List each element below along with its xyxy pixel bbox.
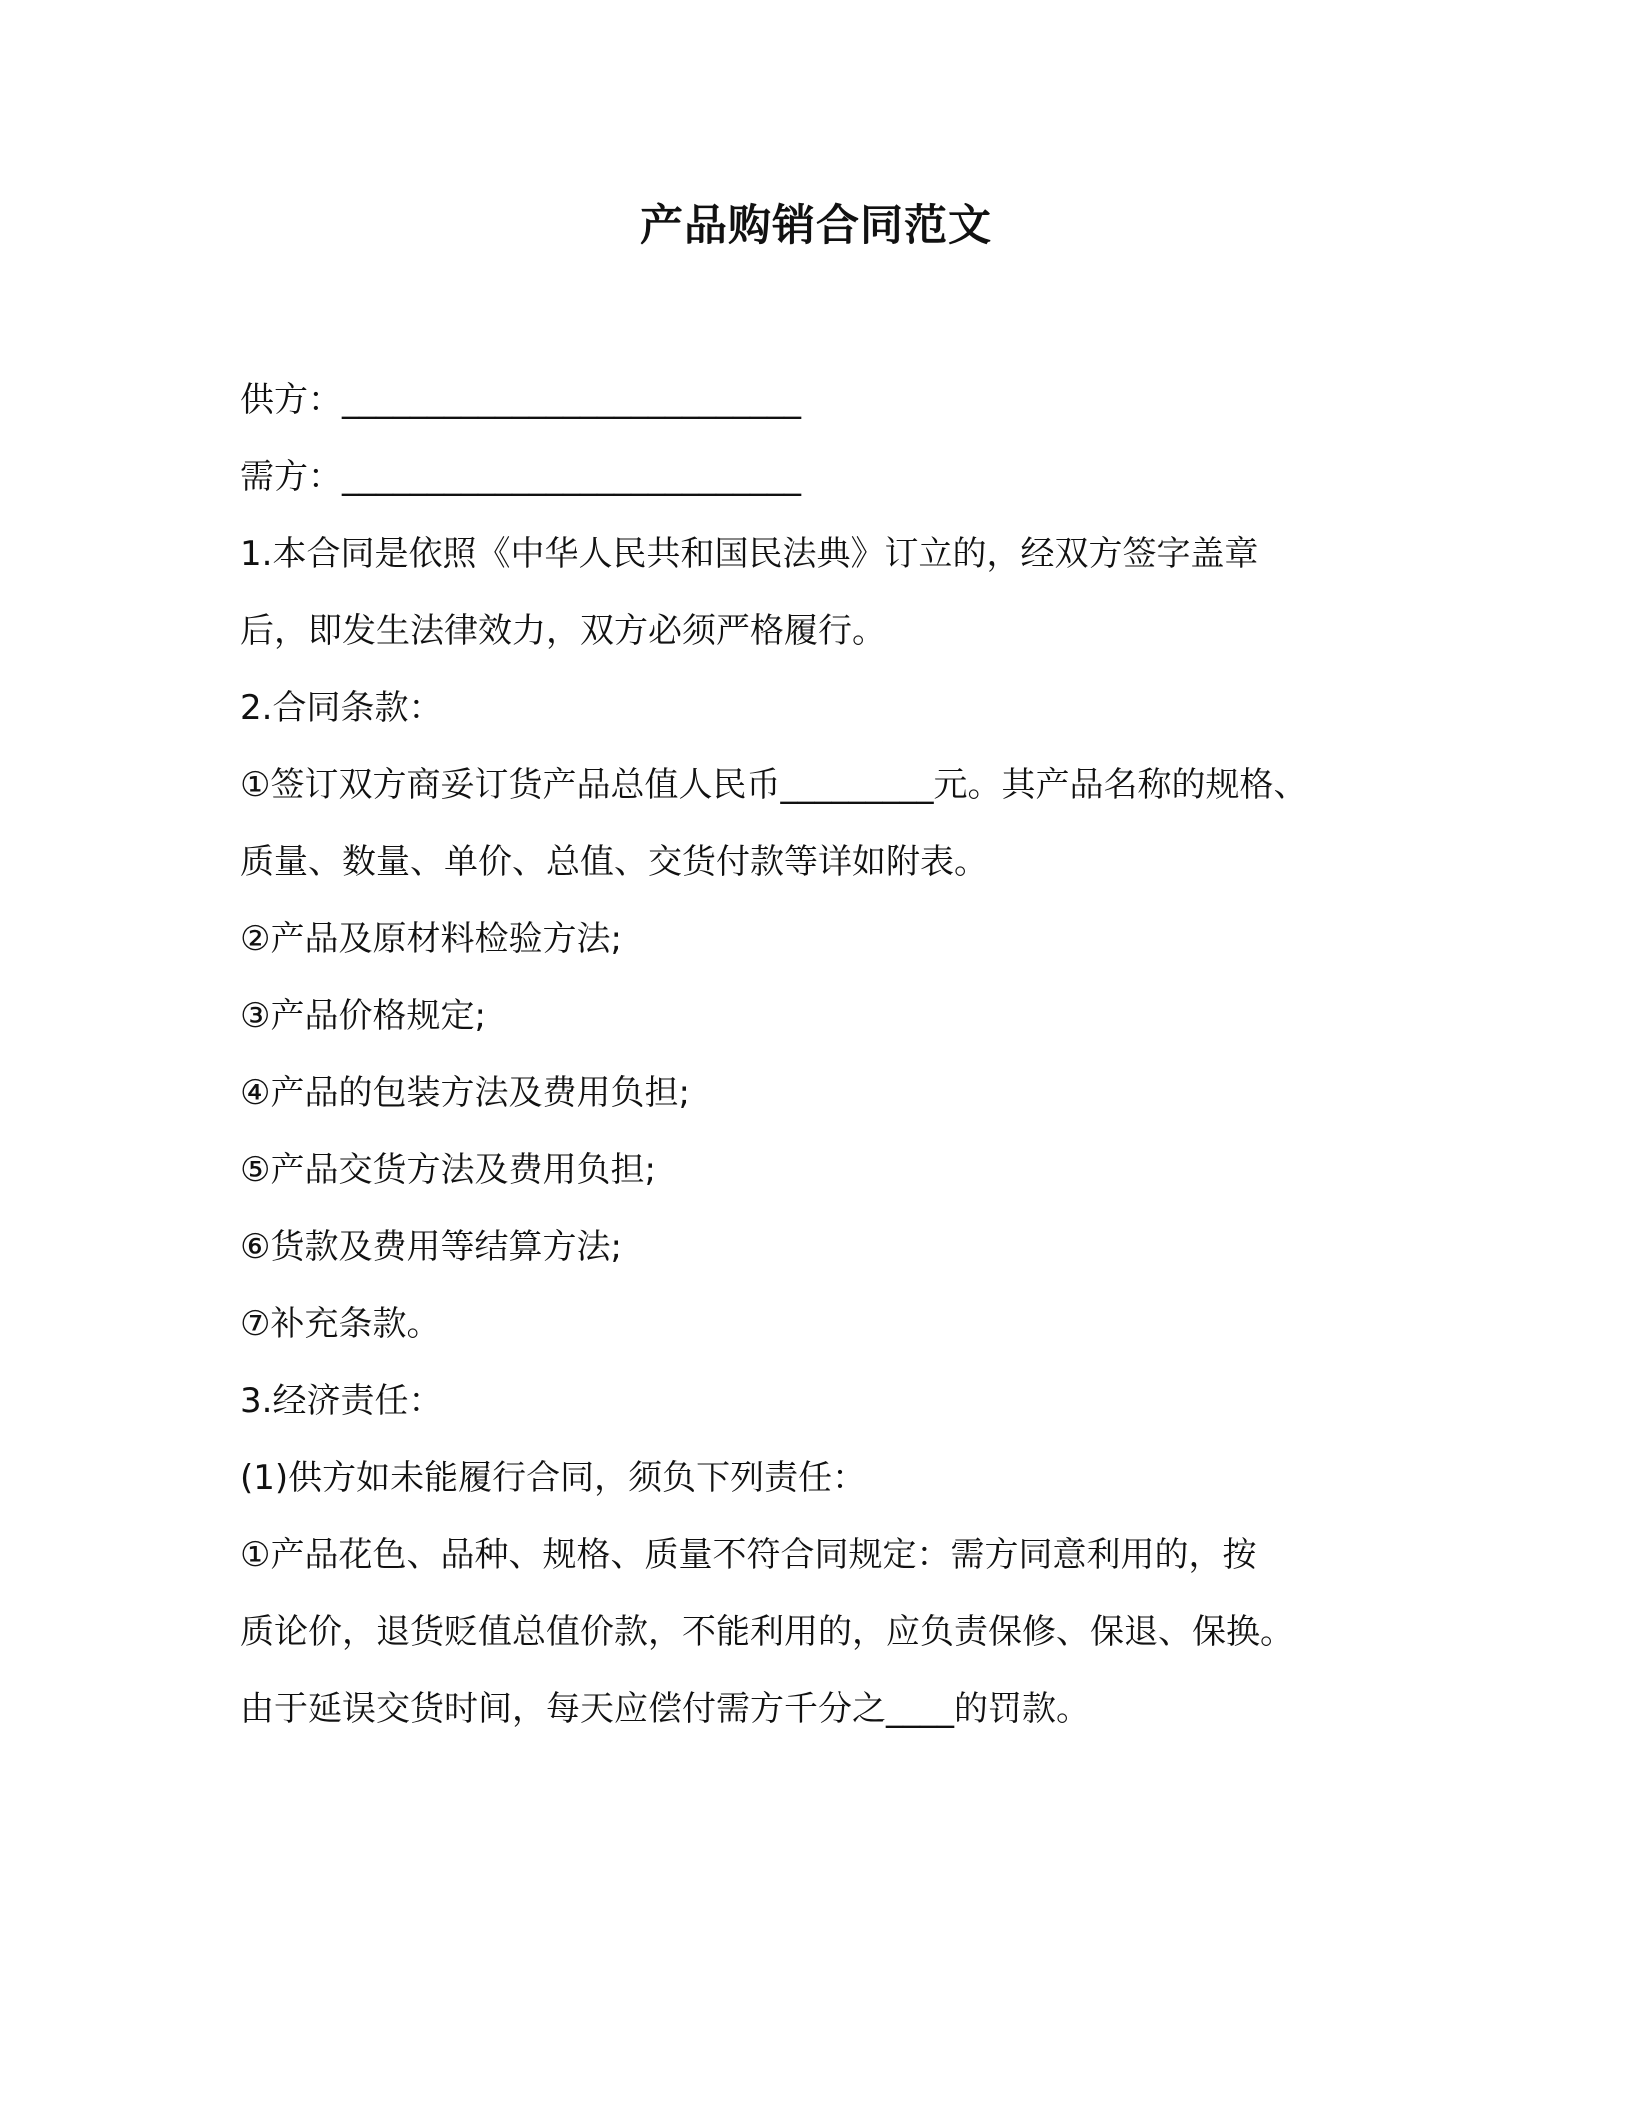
document-body	[240, 362, 1420, 1748]
clause-2-item-7: ⑦补充条款。	[240, 1304, 441, 1344]
document-title: 产品购销合同范文	[640, 201, 992, 251]
clause-2-item-1-line-2: 质量、数量、单价、总值、交货付款等详如附表。	[240, 842, 988, 882]
clause-2-item-5: ⑤产品交货方法及费用负担;	[240, 1150, 656, 1190]
clause-3-item-1-line-2: 质论价，退货贬值总值价款，不能利用的，应负责保修、保退、保换。	[240, 1612, 1294, 1652]
clause-1-line-1: 1.本合同是依照《中华人民共和国民法典》订立的，经双方签字盖章	[240, 534, 1259, 574]
buyer-line: 需方：___________________________	[240, 457, 801, 497]
clause-2-item-1-line-1: ①签订双方商妥订货产品总值人民币_________元。其产品名称的规格、	[240, 765, 1308, 805]
clause-2-item-3: ③产品价格规定;	[240, 996, 486, 1036]
clause-2-item-4: ④产品的包装方法及费用负担;	[240, 1073, 690, 1113]
clause-2-item-6: ⑥货款及费用等结算方法;	[240, 1227, 622, 1267]
clause-2-heading: 2.合同条款：	[240, 688, 443, 728]
clause-3-sub-1-heading: (1)供方如未能履行合同，须负下列责任：	[240, 1458, 867, 1498]
clause-3-item-1-line-3: 由于延误交货时间，每天应偿付需方千分之____的罚款。	[240, 1689, 1090, 1729]
clause-2-item-2: ②产品及原材料检验方法;	[240, 919, 622, 959]
clause-1-line-2: 后，即发生法律效力，双方必须严格履行。	[240, 611, 886, 651]
supplier-line: 供方：___________________________	[240, 380, 801, 420]
clause-3-heading: 3.经济责任：	[240, 1381, 443, 1421]
clause-3-item-1-line-1: ①产品花色、品种、规格、质量不符合同规定：需方同意利用的，按	[240, 1535, 1257, 1575]
